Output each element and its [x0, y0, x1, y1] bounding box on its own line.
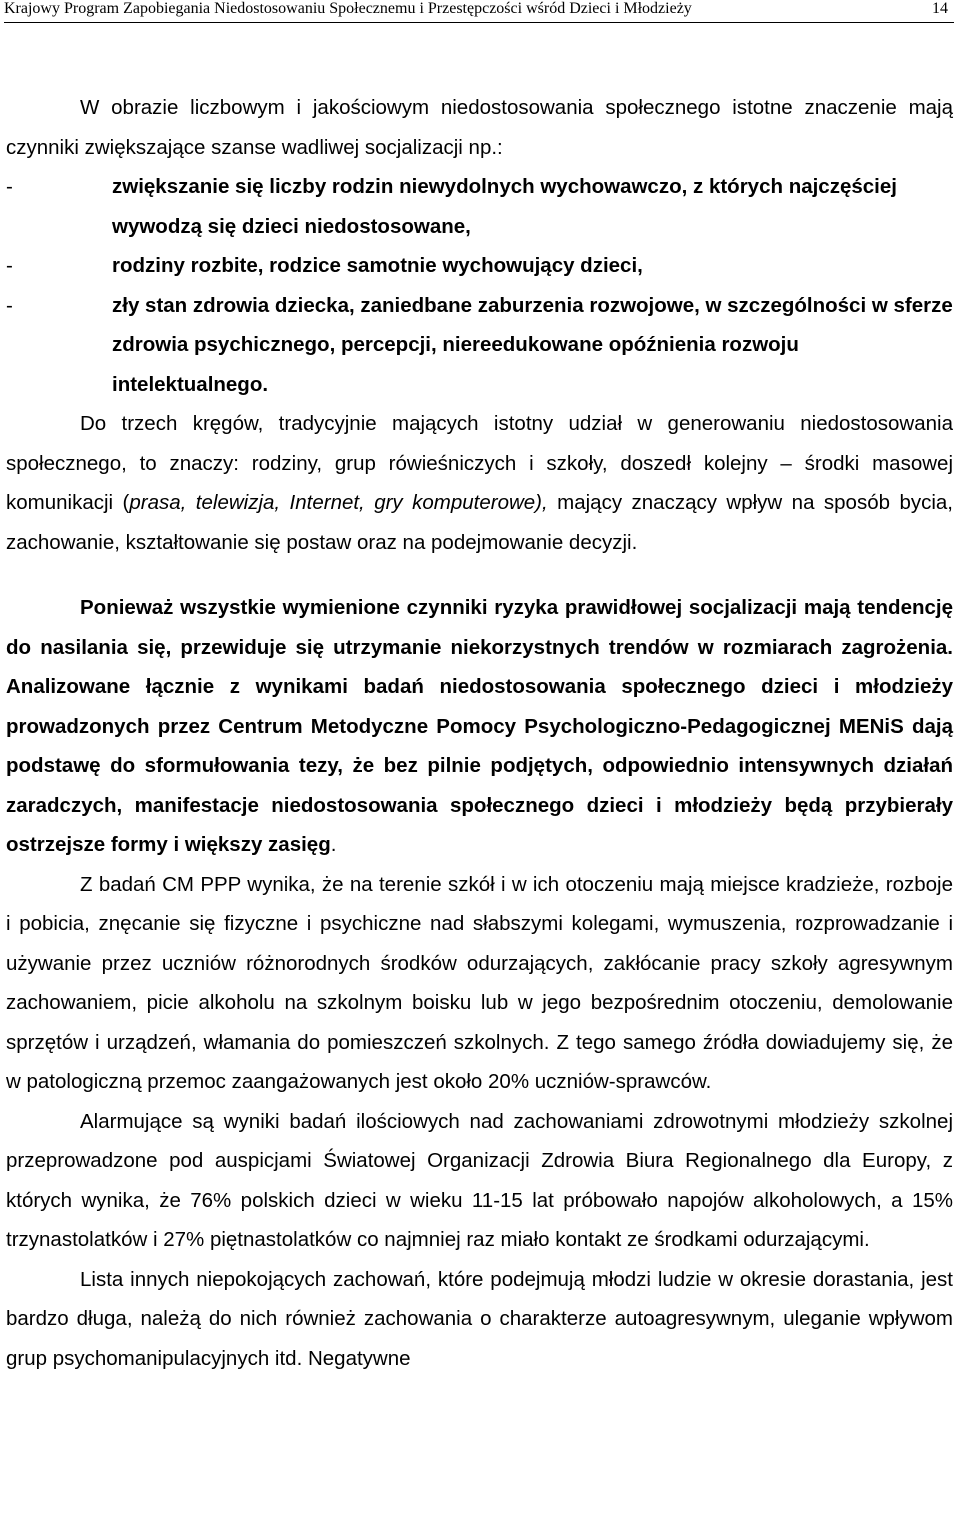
media-examples: prasa, telewizja, Internet, gry komputerowe),	[129, 491, 548, 514]
thesis-paragraph	[6, 588, 953, 865]
list-dash: -	[6, 293, 13, 317]
who-study-paragraph: Alarmujące są wyniki badań ilościowych nad zachowaniami zdrowotnymi młodzieży szkolnej przeprowadzone pod auspicjami Światowej Organizacji Zdrowia Biura Regionalnego dla Europy, z których wynika, że 76% polskich dzieci w wieku 11-15 lat próbowało napojów alkoholowych, a 15% trzynastolatków i 27% piętnastolatków co najmniej raz miało kontakt ze środkami odurzającymi.	[6, 1109, 953, 1251]
risk-factor-list	[6, 167, 953, 404]
intro-paragraph: W obrazie liczbowym i jakościowym niedostosowania społecznego istotne znaczenie mają czynniki zwiększające szanse wadliwej socjalizacji np.:	[6, 96, 953, 159]
media-paragraph	[6, 404, 953, 562]
running-header	[4, 0, 954, 23]
media-text-end: mający znaczący wpływ na sposób bycia, zachowanie, kształtowanie się postaw oraz na podejmowanie decyzji.	[6, 491, 954, 554]
header-title: Krajowy Program Zapobiegania Niedostosowaniu Społecznemu i Przestępczości wśród Dzieci i Młodzieży	[4, 0, 692, 17]
list-item-text: rodziny rozbite, rodzice samotnie wychowujący dzieci,	[112, 254, 643, 277]
list-item	[6, 286, 953, 405]
page-body	[6, 88, 953, 1378]
list-dash: -	[6, 175, 13, 198]
list-item	[6, 167, 953, 246]
other-behaviours-paragraph: Lista innych niepokojących zachowań, które podejmują młodzi ludzie w okresie dorastania, jest bardzo długa, należą do nich również zachowania o charakterze autoagresywnym, uleganie wpływom grup psychomanipulacyjnych itd. Negatywne	[6, 1267, 953, 1370]
list-dash: -	[6, 254, 13, 277]
list-item-text: zwiększanie się liczby rodzin niewydolnych wychowawczo, z których najczęściej wywodzą się dzieci niedostosowane,	[112, 175, 897, 238]
list-item-text: zły stan zdrowia dziecka, zaniedbane zaburzenia rozwojowe, w szczególności w sferze zdrowia psychicznego, percepcji, niereedukowane opóźnienia rozwoju intelektualnego.	[112, 293, 953, 396]
thesis-text: Ponieważ wszystkie wymienione czynniki ryzyka prawidłowej socjalizacji mają tendencję do nasilania się, przewiduje się utrzymanie niekorzystnych trendów w rozmiarach zagrożenia. Analizowane łącznie z wynikami badań niedostosowania społecznego dzieci i młodzieży prowadzonych przez Centrum Metodyczne Pomocy Psychologiczno-Pedagogicznej MENiS dają podstawę do sformułowania tezy, że bez pilnie podjętych, odpowiednio intensywnych działań zaradczych, manifestacje niedostosowania społecznego dzieci i młodzieży będą przybierały ostrzejsze formy i większy zasięg	[6, 596, 953, 856]
list-item	[6, 246, 953, 286]
media-text-start: Do trzech kręgów, tradycyjnie mających istotny udział w generowaniu niedostosowania społecznego, to znaczy: rodziny, grup rówieśniczych i szkoły, doszedł kolejny – środki masowej komunikacji (	[6, 412, 953, 514]
school-incidents-paragraph: Z badań CM PPP wynika, że na terenie szkół i w ich otoczeniu mają miejsce kradzieże, rozboje i pobicia, znęcanie się fizyczne i psychiczne nad słabszymi kolegami, wymuszenia, rozprowadzanie i używanie przez uczniów różnorodnych środków odurzających, zakłócanie pracy szkoły agresywnym zachowaniem, picie alkoholu na szkolnym boisku lub w jego bezpośrednim otoczeniu, demolowanie sprzętów i urządzeń, włamania do pomieszczeń szkolnych. Z tego samego źródła dowiadujemy się, że w patologiczną przemoc zaangażowanych jest około 20% uczniów-sprawców.	[6, 872, 953, 1093]
thesis-period: .	[330, 833, 337, 856]
page-number: 14	[932, 0, 948, 17]
